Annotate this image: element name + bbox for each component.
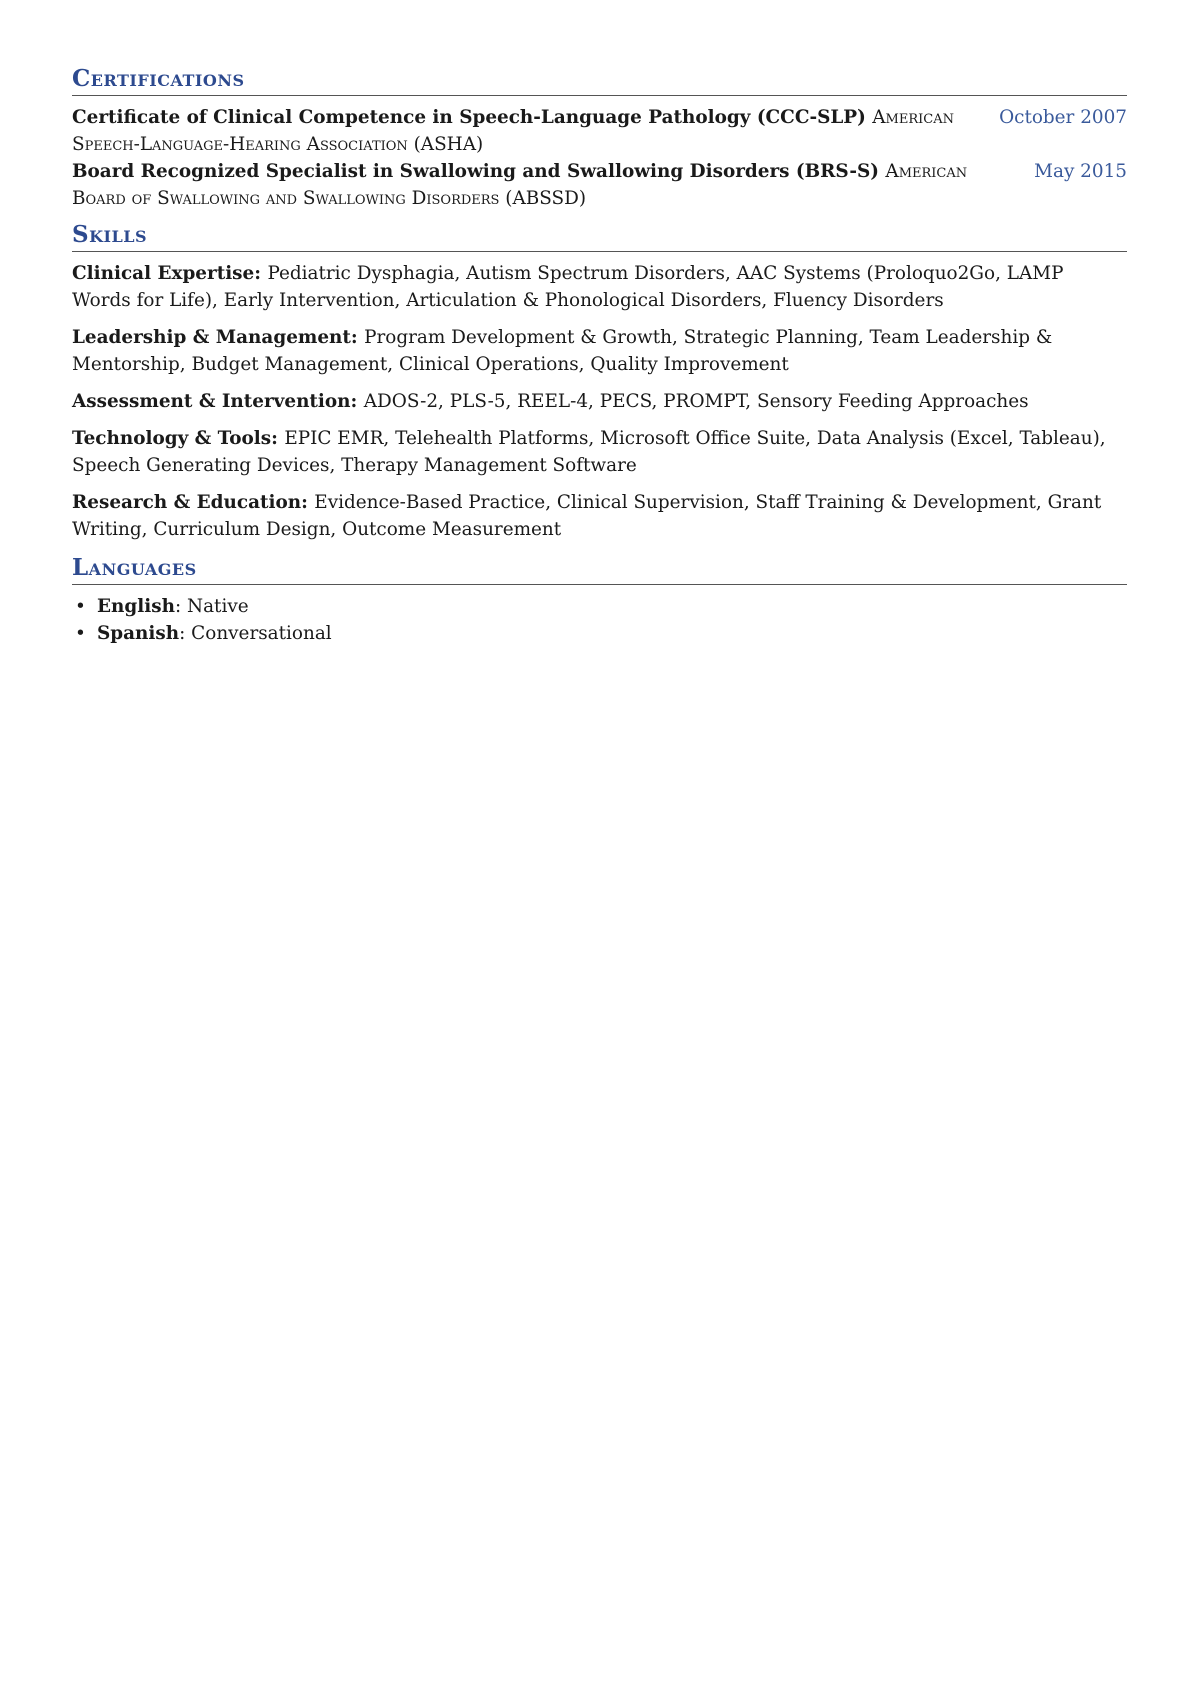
bullet-icon: • xyxy=(75,596,86,617)
language-level: : Native xyxy=(174,596,249,617)
language-level: : Conversational xyxy=(179,623,332,644)
certification-entry xyxy=(72,104,1127,158)
certification-entry xyxy=(72,158,1127,212)
section-divider xyxy=(72,95,1127,96)
skill-list: ADOS-2, PLS-5, REEL-4, PECS, PROMPT, Sensory Feeding Approaches xyxy=(363,391,1029,412)
certification-name: Certificate of Clinical Competence in Speech-Language Pathology (CCC-SLP) xyxy=(72,107,873,128)
certifications-section xyxy=(72,64,1127,212)
skill-entry xyxy=(72,425,1127,479)
skill-entry xyxy=(72,324,1127,378)
skill-list: EPIC EMR, Telehealth Platforms, Microsoft Office Suite, Data Analysis (Excel, Tableau), Speech Generating Devices, Therapy Management Software xyxy=(72,428,1106,476)
language-name: Spanish xyxy=(97,623,180,644)
language-item xyxy=(72,620,1127,647)
languages-section xyxy=(72,553,1127,647)
language-list xyxy=(72,593,1127,647)
skills-section xyxy=(72,220,1127,543)
skill-category: Clinical Expertise: xyxy=(72,263,268,284)
certification-date: May 2015 xyxy=(1034,161,1127,182)
bullet-icon: • xyxy=(75,623,86,644)
skill-category: Research & Education: xyxy=(72,492,315,513)
skill-list: Pediatric Dysphagia, Autism Spectrum Disorders, AAC Systems (Proloquo2Go, LAMP Words for Life), Early Intervention, Articulation & Phonological Disorders, Fluency Disorders xyxy=(72,263,1064,311)
certification-name: Board Recognized Specialist in Swallowing and Swallowing Disorders (BRS-S) xyxy=(72,161,886,182)
skill-entry xyxy=(72,388,1127,415)
skill-category: Assessment & Intervention: xyxy=(72,391,364,412)
section-heading-certifications: Certifications xyxy=(72,65,245,92)
section-divider xyxy=(72,584,1127,585)
language-item xyxy=(72,593,1127,620)
language-name: English xyxy=(97,596,175,617)
skill-list: Evidence-Based Practice, Clinical Supervision, Staff Training & Development, Grant Writing, Curriculum Design, Outcome Measurement xyxy=(72,492,1102,540)
skill-entry xyxy=(72,260,1127,314)
skill-entry xyxy=(72,489,1127,543)
section-heading-skills: Skills xyxy=(72,221,148,248)
certification-organization: American Speech-Language-Hearing Association (ASHA) xyxy=(72,107,954,155)
section-heading-languages: Languages xyxy=(72,554,197,581)
skill-category: Leadership & Management: xyxy=(72,327,365,348)
certification-date: October 2007 xyxy=(999,107,1127,128)
skill-list: Program Development & Growth, Strategic Planning, Team Leadership & Mentorship, Budget Management, Clinical Operations, Quality Improvement xyxy=(72,327,1053,375)
section-divider xyxy=(72,251,1127,252)
certification-organization: American Board of Swallowing and Swallowing Disorders (ABSSD) xyxy=(72,161,968,209)
skill-category: Technology & Tools: xyxy=(72,428,285,449)
